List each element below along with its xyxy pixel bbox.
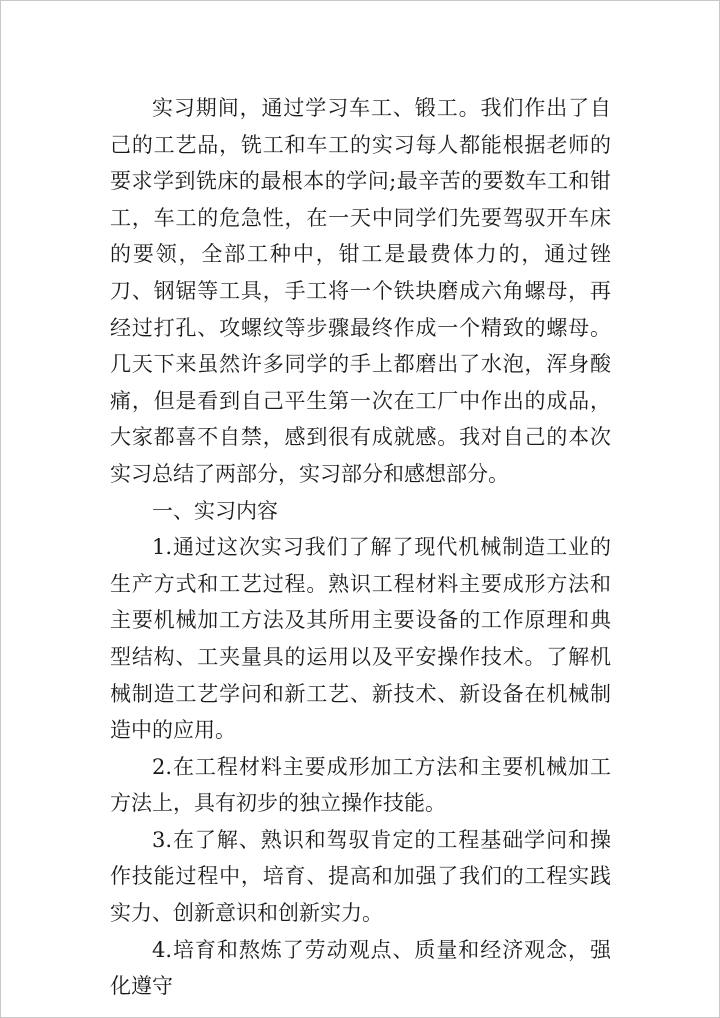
document-body <box>110 90 611 1005</box>
list-item-1: 1.通过这次实习我们了解了现代机械制造工业的生产方式和工艺过程。熟识工程材料主要成形方法和主要机械加工方法及其所用主要设备的工作原理和典型结构、工夹量具的运用以及平安操作技术。了解机械制造工艺学问和新工艺、新技术、新设备在机械制造中的应用。 <box>110 535 611 743</box>
list-item-4: 4.培育和熬炼了劳动观点、质量和经济观念，强化遵守 <box>110 937 611 999</box>
list-item-3: 3.在了解、熟识和驾驭肯定的工程基础学问和操作技能过程中，培育、提高和加强了我们的工程实践实力、创新意识和创新实力。 <box>110 827 611 926</box>
paragraph-intro: 实习期间，通过学习车工、锻工。我们作出了自己的工艺品，铣工和车工的实习每人都能根据老师的要求学到铣床的最根本的学问;最辛苦的要数车工和钳工，车工的危急性，在一天中同学们先要驾驭开车床的要领，全部工种中，钳工是最费体力的，通过锉刀、钢锯等工具，手工将一个铁块磨成六角螺母，再经过打孔、攻螺纹等步骤最终作成一个精致的螺母。几天下来虽然许多同学的手上都磨出了水泡，浑身酸痛，但是看到自己平生第一次在工厂中作出的成品，大家都喜不自禁，感到很有成就感。我对自己的本次实习总结了两部分，实习部分和感想部分。 <box>110 96 611 486</box>
section-heading-internship-content: 一、实习内容 <box>152 498 278 523</box>
list-item-2: 2.在工程材料主要成形加工方法和主要机械加工方法上，具有初步的独立操作技能。 <box>110 754 611 816</box>
